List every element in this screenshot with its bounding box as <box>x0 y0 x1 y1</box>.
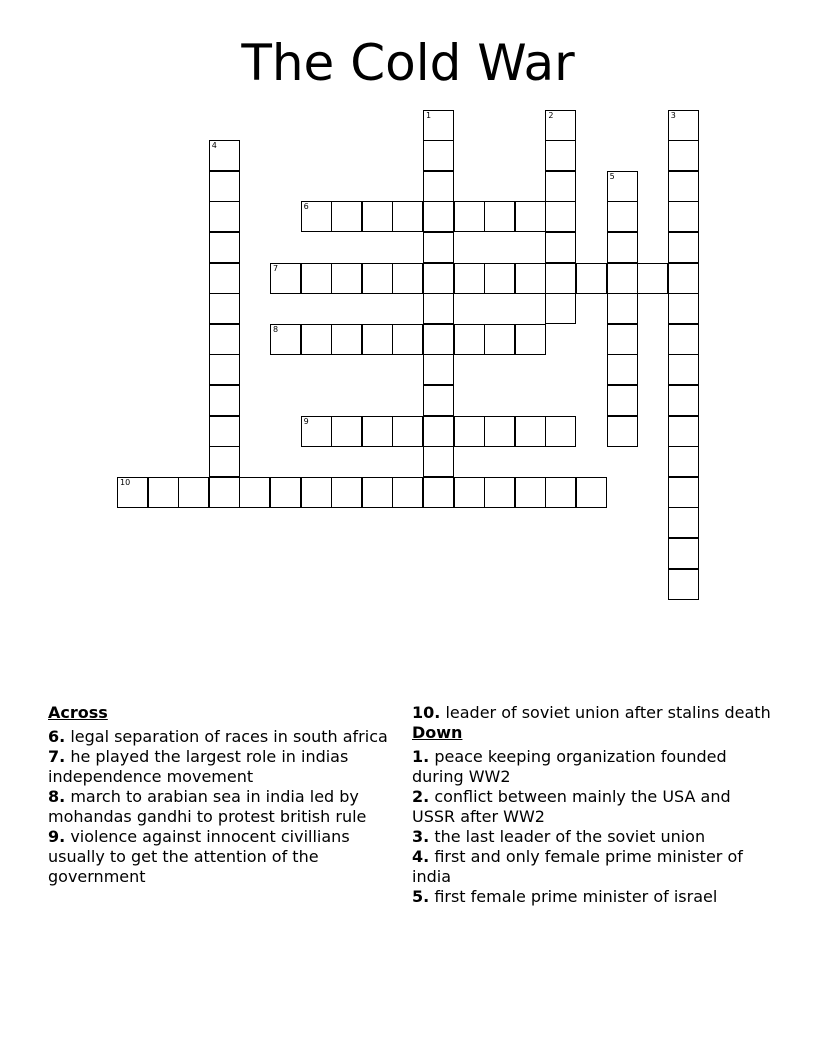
down-clue-5 <box>412 887 772 907</box>
grid-cell[interactable] <box>331 416 362 447</box>
grid-cell[interactable] <box>301 477 332 508</box>
grid-cell[interactable] <box>668 140 699 171</box>
cell-number: 8 <box>273 324 279 334</box>
grid-cell[interactable] <box>607 416 638 447</box>
grid-cell[interactable] <box>607 201 638 232</box>
grid-cell[interactable] <box>545 477 576 508</box>
grid-cell[interactable] <box>209 171 240 202</box>
down-clue-3 <box>412 827 772 847</box>
cell-number: 7 <box>273 263 279 273</box>
grid-cell[interactable] <box>301 201 332 232</box>
grid-cell[interactable] <box>607 385 638 416</box>
grid-cell[interactable] <box>668 232 699 263</box>
grid-cell[interactable] <box>423 110 454 141</box>
grid-cell[interactable] <box>484 416 515 447</box>
clue-number: 9. <box>48 827 66 846</box>
down-clue-4 <box>412 847 772 887</box>
page-title: The Cold War <box>241 34 575 92</box>
clue-text: the last leader of the soviet union <box>434 827 706 846</box>
grid-cell[interactable] <box>668 324 699 355</box>
grid-cell[interactable] <box>607 171 638 202</box>
cell-number: 4 <box>211 141 217 151</box>
clue-text: march to arabian sea in india led by mohandas gandhi to protest british rule <box>48 787 367 826</box>
grid-cell[interactable] <box>392 263 423 294</box>
grid-cell[interactable] <box>362 324 393 355</box>
clue-number: 7. <box>48 747 66 766</box>
clue-text: leader of soviet union after stalins death <box>445 703 771 722</box>
grid-cell[interactable] <box>178 477 209 508</box>
grid-cell[interactable] <box>515 416 546 447</box>
cell-number: 9 <box>303 416 309 426</box>
grid-cell[interactable] <box>331 263 362 294</box>
grid-cell[interactable] <box>668 293 699 324</box>
grid-cell[interactable] <box>545 110 576 141</box>
grid-cell[interactable] <box>454 201 485 232</box>
grid-cell[interactable] <box>423 446 454 477</box>
grid-cell[interactable] <box>331 477 362 508</box>
grid-cell[interactable] <box>515 201 546 232</box>
grid-cell[interactable] <box>668 569 699 600</box>
grid-cell[interactable] <box>668 171 699 202</box>
grid-cell[interactable] <box>484 263 515 294</box>
grid-cell[interactable] <box>484 201 515 232</box>
grid-cell[interactable] <box>454 477 485 508</box>
grid-cell[interactable] <box>423 416 454 447</box>
grid-cell[interactable] <box>484 477 515 508</box>
grid-cell[interactable] <box>637 263 668 294</box>
clue-text: he played the largest role in indias independence movement <box>48 747 349 786</box>
grid-cell[interactable] <box>545 293 576 324</box>
grid-cell[interactable] <box>301 263 332 294</box>
grid-cell[interactable] <box>454 324 485 355</box>
clues-right-column <box>412 703 772 907</box>
grid-cell[interactable] <box>301 416 332 447</box>
grid-cell[interactable] <box>392 324 423 355</box>
clue-text: first and only female prime minister of india <box>412 847 743 886</box>
grid-cell[interactable] <box>362 263 393 294</box>
down-clue-1 <box>412 747 772 787</box>
across-clue-10 <box>412 703 772 723</box>
clue-number: 2. <box>412 787 430 806</box>
grid-cell[interactable] <box>607 232 638 263</box>
clue-number: 5. <box>412 887 430 906</box>
grid-cell[interactable] <box>668 477 699 508</box>
grid-cell[interactable] <box>668 110 699 141</box>
clue-text: first female prime minister of israel <box>434 887 718 906</box>
grid-cell[interactable] <box>423 354 454 385</box>
across-clue-6 <box>48 727 393 747</box>
grid-cell[interactable] <box>423 232 454 263</box>
grid-cell[interactable] <box>545 140 576 171</box>
grid-cell[interactable] <box>301 324 332 355</box>
grid-cell[interactable] <box>668 416 699 447</box>
grid-cell[interactable] <box>607 293 638 324</box>
across-heading: Across <box>48 703 108 722</box>
grid-cell[interactable] <box>545 201 576 232</box>
grid-cell[interactable] <box>423 171 454 202</box>
grid-cell[interactable] <box>668 385 699 416</box>
grid-cell[interactable] <box>668 354 699 385</box>
clue-number: 6. <box>48 727 66 746</box>
clues-left-column <box>48 703 393 887</box>
grid-cell[interactable] <box>423 477 454 508</box>
grid-cell[interactable] <box>515 263 546 294</box>
grid-cell[interactable] <box>392 416 423 447</box>
grid-cell[interactable] <box>515 324 546 355</box>
grid-cell[interactable] <box>209 263 240 294</box>
grid-cell[interactable] <box>423 385 454 416</box>
cell-number: 1 <box>426 110 432 120</box>
grid-cell[interactable] <box>362 477 393 508</box>
grid-cell[interactable] <box>209 293 240 324</box>
cell-number: 3 <box>670 110 676 120</box>
grid-cell[interactable] <box>668 507 699 538</box>
grid-cell[interactable] <box>668 446 699 477</box>
grid-cell[interactable] <box>668 201 699 232</box>
clue-number: 4. <box>412 847 430 866</box>
grid-cell[interactable] <box>209 446 240 477</box>
grid-cell[interactable] <box>668 538 699 569</box>
grid-cell[interactable] <box>454 263 485 294</box>
grid-cell[interactable] <box>362 201 393 232</box>
grid-cell[interactable] <box>668 263 699 294</box>
grid-cell[interactable] <box>209 385 240 416</box>
grid-cell[interactable] <box>270 477 301 508</box>
cell-number: 2 <box>548 110 554 120</box>
grid-cell[interactable] <box>117 477 148 508</box>
grid-cell[interactable] <box>209 232 240 263</box>
grid-cell[interactable] <box>576 477 607 508</box>
clue-number: 10. <box>412 703 441 722</box>
grid-cell[interactable] <box>423 324 454 355</box>
grid-cell[interactable] <box>454 416 485 447</box>
grid-cell[interactable] <box>545 416 576 447</box>
grid-cell[interactable] <box>331 201 362 232</box>
grid-cell[interactable] <box>331 324 362 355</box>
grid-cell[interactable] <box>545 171 576 202</box>
grid-cell[interactable] <box>607 263 638 294</box>
grid-cell[interactable] <box>484 324 515 355</box>
clue-text: legal separation of races in south africa <box>70 727 388 746</box>
grid-cell[interactable] <box>515 477 546 508</box>
grid-cell[interactable] <box>239 477 270 508</box>
grid-cell[interactable] <box>545 263 576 294</box>
clue-text: peace keeping organization founded during WW2 <box>412 747 727 786</box>
grid-cell[interactable] <box>392 201 423 232</box>
grid-cell[interactable] <box>209 324 240 355</box>
across-clue-7 <box>48 747 393 787</box>
grid-cell[interactable] <box>148 477 179 508</box>
grid-cell[interactable] <box>209 354 240 385</box>
down-heading: Down <box>412 723 463 742</box>
clue-text: conflict between mainly the USA and USSR after WW2 <box>412 787 731 826</box>
grid-cell[interactable] <box>423 140 454 171</box>
cell-number: 6 <box>303 202 309 212</box>
grid-cell[interactable] <box>576 263 607 294</box>
down-clue-2 <box>412 787 772 827</box>
grid-cell[interactable] <box>423 293 454 324</box>
grid-cell[interactable] <box>607 354 638 385</box>
grid-cell[interactable] <box>209 477 240 508</box>
grid-cell[interactable] <box>362 416 393 447</box>
across-clue-9 <box>48 827 393 887</box>
clue-number: 3. <box>412 827 430 846</box>
grid-cell[interactable] <box>209 201 240 232</box>
cell-number: 10 <box>120 477 131 487</box>
grid-cell[interactable] <box>423 201 454 232</box>
clue-number: 8. <box>48 787 66 806</box>
grid-cell[interactable] <box>209 140 240 171</box>
grid-cell[interactable] <box>607 324 638 355</box>
cell-number: 5 <box>609 171 615 181</box>
clue-number: 1. <box>412 747 430 766</box>
grid-cell[interactable] <box>545 232 576 263</box>
grid-cell[interactable] <box>392 477 423 508</box>
across-clue-8 <box>48 787 393 827</box>
grid-cell[interactable] <box>270 324 301 355</box>
grid-cell[interactable] <box>209 416 240 447</box>
clue-text: violence against innocent civillians usually to get the attention of the government <box>48 827 350 886</box>
grid-cell[interactable] <box>270 263 301 294</box>
grid-cell[interactable] <box>423 263 454 294</box>
